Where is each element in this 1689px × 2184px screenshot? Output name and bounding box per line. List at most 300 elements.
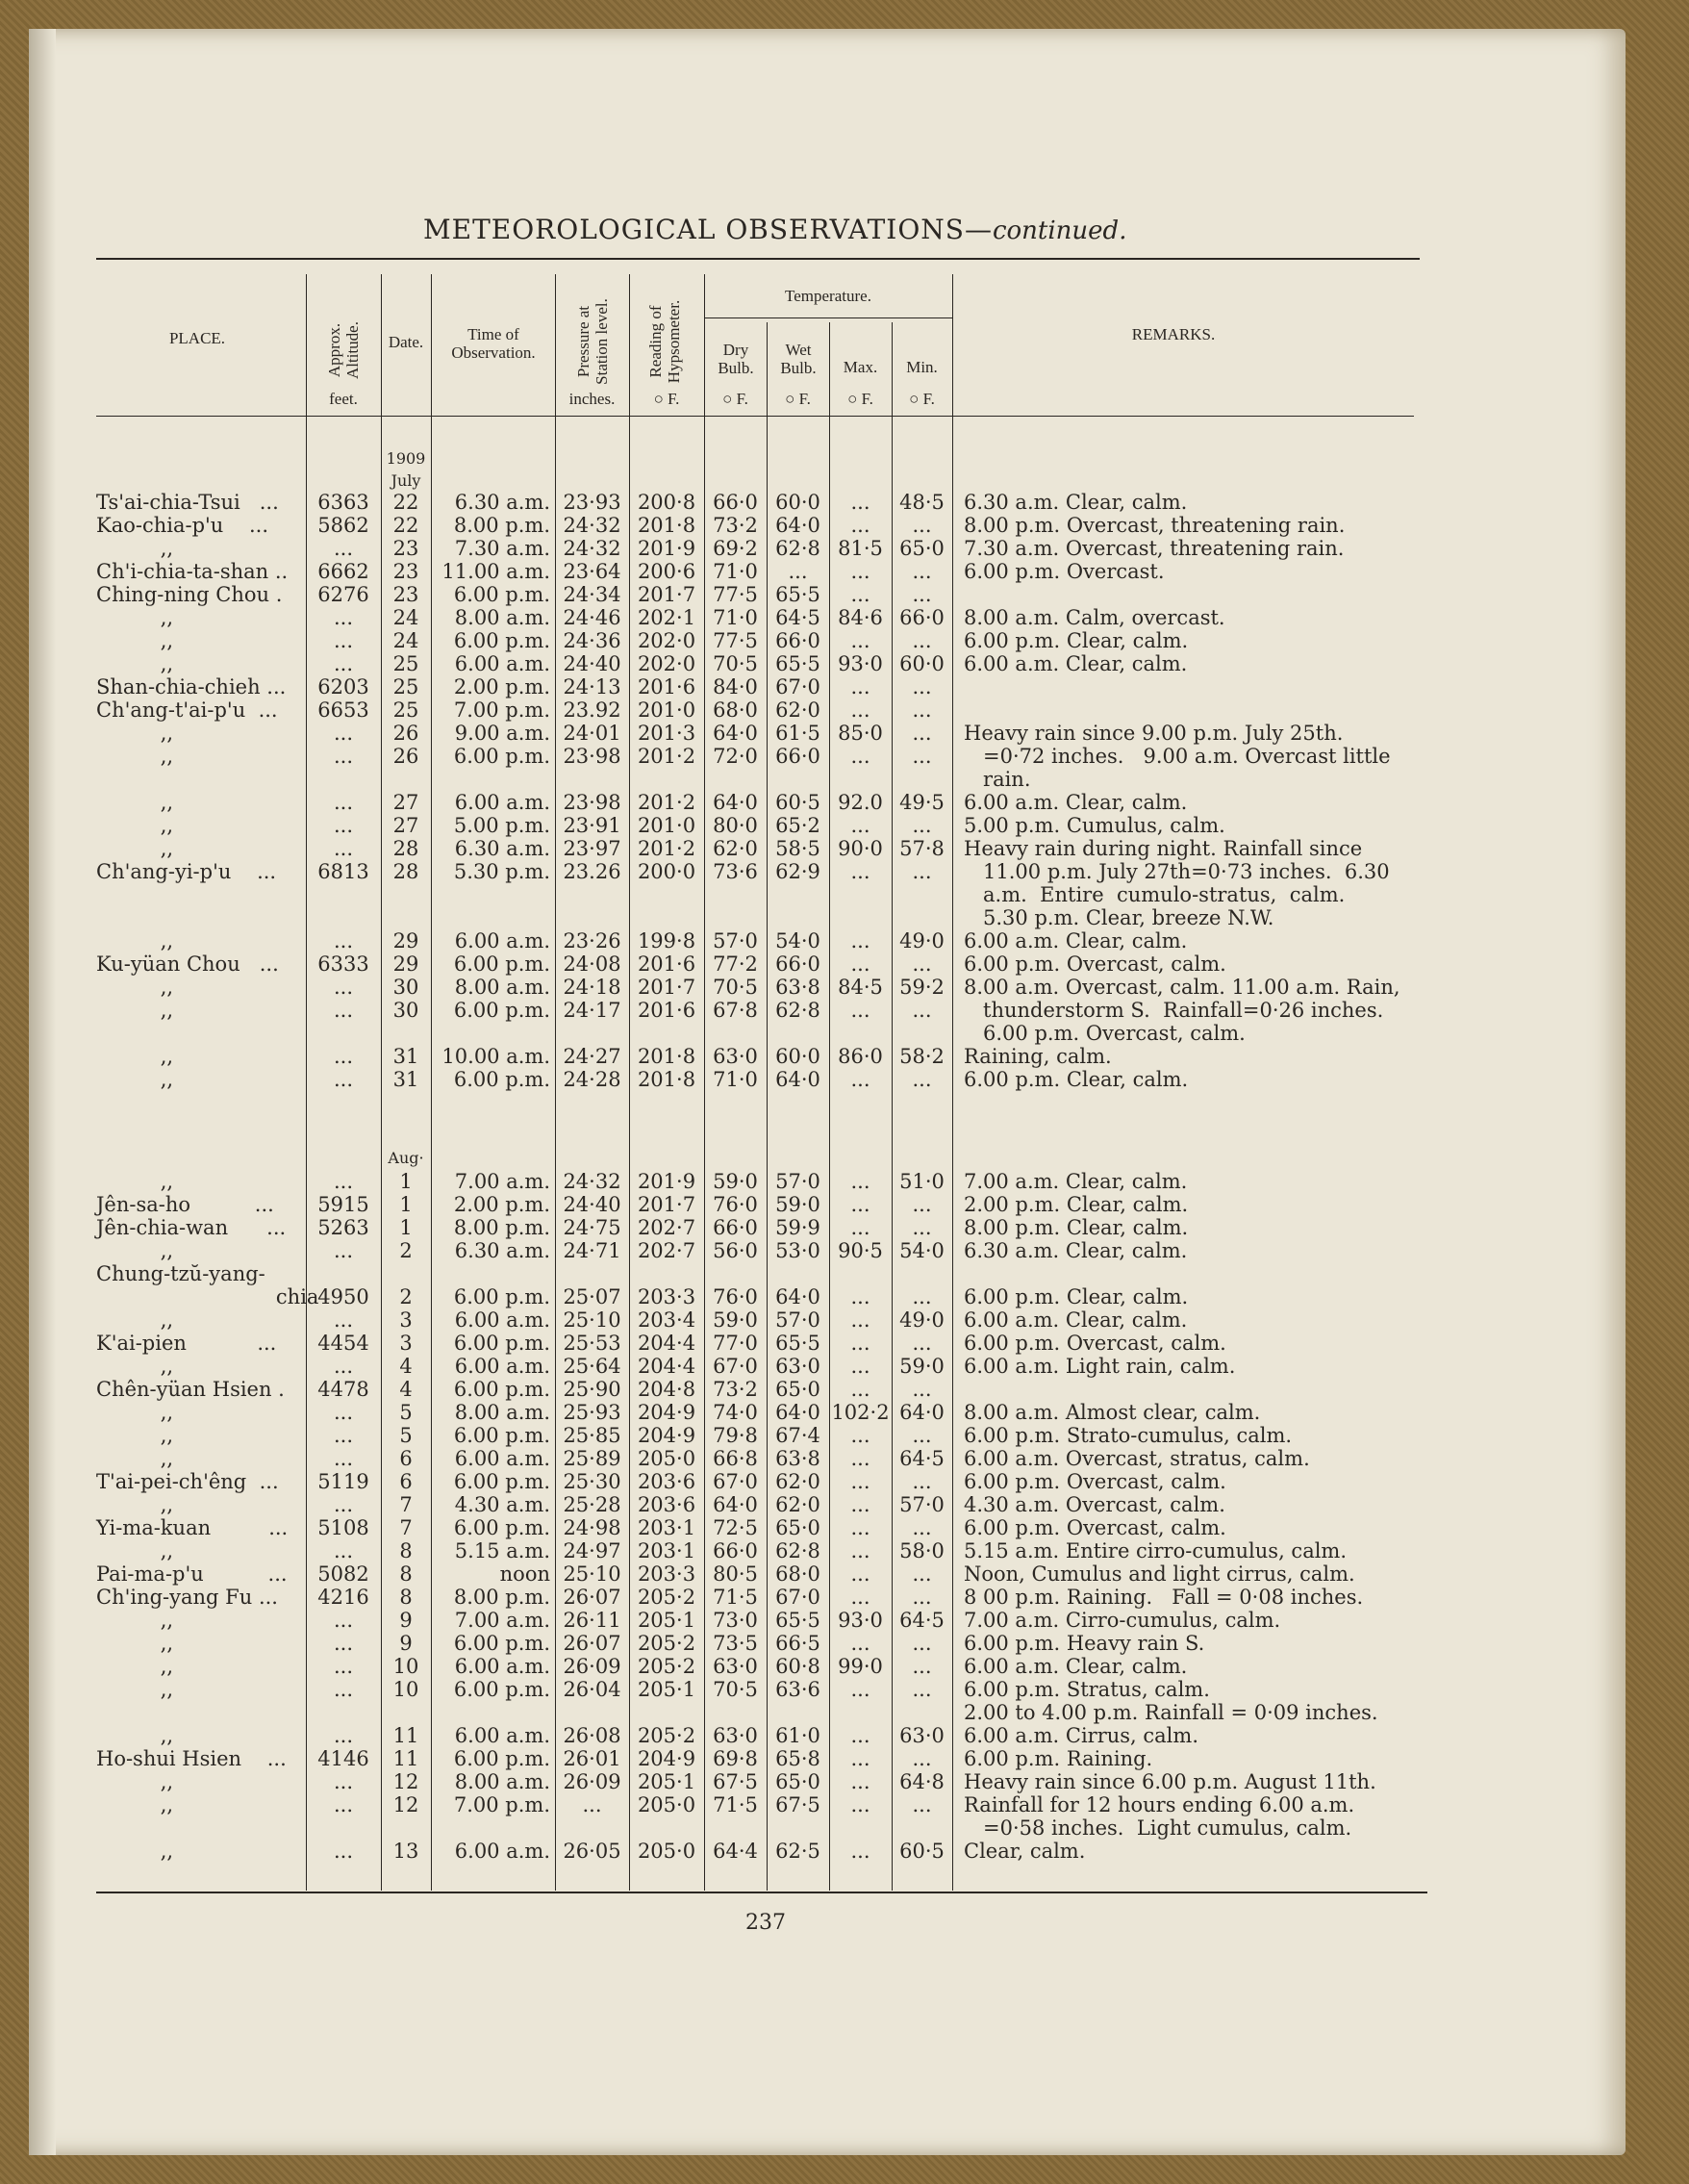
title-main: METEOROLOGICAL OBSERVATIONS— (423, 214, 993, 245)
cell-press: 25·30 (563, 1470, 621, 1493)
cell-press: 23.92 (563, 698, 621, 722)
cell-max: 84·5 (838, 976, 883, 999)
cell-date: 5 (399, 1401, 413, 1424)
cell-min: ... (912, 1068, 932, 1091)
cell-date: 8 (399, 1562, 413, 1586)
header-wet-bulb: Wet Bulb. (780, 341, 817, 377)
cell-place: Jên-chia-wan ... (96, 1216, 287, 1239)
cell-date: 22 (392, 491, 419, 514)
cell-place: ,, (96, 1424, 174, 1447)
cell-time: 7.00 a.m. (454, 1170, 550, 1193)
cell-wet: 65·5 (775, 1609, 820, 1632)
cell-rem: Rainfall for 12 hours ending 6.00 a.m. (964, 1793, 1355, 1816)
cell-alt: 5082 (317, 1562, 369, 1586)
cell-wet: 62·0 (775, 1493, 820, 1516)
cell-max: ... (850, 1068, 870, 1091)
cell-rem: Heavy rain during night. Rainfall since (964, 837, 1363, 860)
cell-min: 54·0 (899, 1239, 945, 1262)
cell-place: ,, (96, 1724, 174, 1747)
cell-max: ... (850, 1747, 870, 1770)
header-max: Max. (843, 358, 878, 376)
cell-rem: 4.30 a.m. Overcast, calm. (964, 1493, 1225, 1516)
unit-wet: ○ F. (785, 390, 811, 408)
cell-hyp: 201·7 (637, 976, 696, 999)
cell-max: 92.0 (838, 791, 883, 814)
cell-press: 25·53 (563, 1332, 621, 1355)
cell-press: 23·26 (563, 929, 621, 952)
unit-hypsometer: ○ F. (653, 390, 680, 408)
cell-dry: 57·0 (713, 929, 758, 952)
cell-alt: ... (333, 976, 354, 999)
cell-wet: 62·8 (775, 999, 820, 1022)
cell-rem: Heavy rain since 9.00 p.m. July 25th. (964, 722, 1344, 745)
cell-rem: 6.00 p.m. Overcast, calm. (964, 952, 1226, 976)
cell-place: ,, (96, 1493, 174, 1516)
table-top-rule (96, 258, 1420, 260)
cell-rem: Noon, Cumulus and light cirrus, calm. (964, 1562, 1355, 1586)
header-bottom-rule (96, 416, 1414, 417)
cell-time: 8.00 a.m. (454, 1770, 550, 1793)
cell-min: 49·0 (899, 929, 945, 952)
cell-wet: 65·5 (775, 652, 820, 675)
cell-time: 6.00 p.m. (453, 1632, 550, 1655)
cell-dry: 72·5 (713, 1516, 758, 1539)
cell-min: 64·5 (899, 1447, 945, 1470)
unit-min: ○ F. (909, 390, 935, 408)
cell-time: 6.00 a.m. (454, 1655, 550, 1678)
cell-dry: 64·0 (713, 1493, 758, 1516)
cell-dry: 64·0 (713, 722, 758, 745)
cell-min: ... (912, 514, 932, 537)
cell-date: 11 (392, 1747, 419, 1770)
cell-hyp: 201·7 (637, 1193, 696, 1216)
cell-max: 99·0 (838, 1655, 883, 1678)
cell-alt: ... (333, 999, 354, 1022)
cell-time: 6.00 p.m. (453, 952, 550, 976)
cell-min: ... (912, 1632, 932, 1655)
cell-alt: 5862 (317, 514, 369, 537)
cell-min: ... (912, 583, 932, 606)
cell-max: 93·0 (838, 1609, 883, 1632)
cell-place: ,, (96, 1170, 174, 1193)
cell-wet: 57·0 (775, 1308, 820, 1332)
cell-press: 24·18 (563, 976, 621, 999)
cell-alt: ... (333, 1632, 354, 1655)
cell-hyp: 201·2 (637, 837, 696, 860)
cell-time: 6.00 a.m. (454, 1308, 550, 1332)
cell-alt: ... (333, 1678, 354, 1701)
cell-place: ,, (96, 722, 174, 745)
cell-rem: 6.00 p.m. Clear, calm. (964, 1068, 1189, 1091)
unit-dry: ○ F. (722, 390, 748, 408)
cell-place: Jên-sa-ho ... (96, 1193, 274, 1216)
cell-date: 6 (399, 1470, 413, 1493)
cell-min: ... (912, 1516, 932, 1539)
cell-date: 8 (399, 1586, 413, 1609)
header-date: Date. (388, 333, 424, 351)
cell-max: ... (850, 1308, 870, 1332)
cell-press: 24·28 (563, 1068, 621, 1091)
cell-max: ... (850, 1562, 870, 1586)
cell-dry: 70·5 (713, 652, 758, 675)
cell-hyp: 201·9 (637, 537, 696, 560)
cell-hyp: 205·0 (637, 1793, 696, 1816)
cell-alt: 4454 (317, 1332, 369, 1355)
header-dry-bulb: Dry Bulb. (718, 341, 754, 377)
cell-time: 8.00 a.m. (454, 976, 550, 999)
cell-press: 24·34 (563, 583, 621, 606)
cell-time: 5.30 p.m. (453, 860, 550, 883)
cell-alt: ... (333, 1493, 354, 1516)
cell-rem: 5.00 p.m. Cumulus, calm. (964, 814, 1225, 837)
cell-place: Shan-chia-chieh ... (96, 675, 287, 698)
cell-min: ... (912, 1562, 932, 1586)
cell-press: 24·13 (563, 675, 621, 698)
cell-min: ... (912, 629, 932, 652)
cell-date: 11 (392, 1724, 419, 1747)
cell-date: 30 (392, 976, 419, 999)
cell-hyp: 201·3 (637, 722, 696, 745)
cell-alt: 5119 (317, 1470, 369, 1493)
cell-wet: 58·5 (775, 837, 820, 860)
cell-min: 48·5 (899, 491, 945, 514)
cell-alt: 6363 (317, 491, 369, 514)
cell-press: 26·01 (563, 1747, 621, 1770)
cell-alt: 5915 (317, 1193, 369, 1216)
cell-date: 9 (399, 1632, 413, 1655)
cell-max: ... (850, 1470, 870, 1493)
cell-date: 6 (399, 1447, 413, 1470)
cell-wet: 60·8 (775, 1655, 820, 1678)
cell-press: 24·36 (563, 629, 621, 652)
cell-wet: 63·6 (775, 1678, 820, 1701)
cell-date: 30 (392, 999, 419, 1022)
cell-hyp: 201·0 (637, 814, 696, 837)
cell-press: 26·07 (563, 1586, 621, 1609)
cell-date: 1 (399, 1193, 413, 1216)
cell-hyp: 201·9 (637, 1170, 696, 1193)
cell-press: 24·40 (563, 652, 621, 675)
cell-rem: 6.00 p.m. Overcast, calm. (964, 1516, 1226, 1539)
cell-wet: 53·0 (775, 1239, 820, 1262)
cell-max: ... (850, 745, 870, 768)
cell-max: ... (850, 1378, 870, 1401)
cell-min: ... (912, 1747, 932, 1770)
cell-date: 25 (392, 675, 419, 698)
cell-time: 6.00 p.m. (453, 1285, 550, 1308)
cell-max: ... (850, 1724, 870, 1747)
cell-date: 7 (399, 1516, 413, 1539)
cell-alt: ... (333, 1045, 354, 1068)
cell-min: ... (912, 1332, 932, 1355)
cell-dry: 68·0 (713, 698, 758, 722)
cell-alt: ... (333, 1170, 354, 1193)
cell-max: ... (850, 1770, 870, 1793)
cell-alt: ... (333, 1793, 354, 1816)
cell-place: ,, (96, 837, 174, 860)
cell-time: 9.00 a.m. (454, 722, 550, 745)
cell-rem: 2.00 to 4.00 p.m. Rainfall = 0·09 inches. (964, 1701, 1378, 1724)
cell-time: 6.00 a.m. (454, 929, 550, 952)
cell-min: 57·8 (899, 837, 945, 860)
cell-wet: 67·0 (775, 1586, 820, 1609)
cell-time: 6.00 p.m. (453, 1470, 550, 1493)
cell-min: ... (912, 1470, 932, 1493)
cell-place: Chên-yüan Hsien . (96, 1378, 285, 1401)
cell-dry: 72·0 (713, 745, 758, 768)
cell-max: ... (850, 675, 870, 698)
cell-press: 23·93 (563, 491, 621, 514)
cell-time: 7.00 p.m. (453, 698, 550, 722)
cell-press: 26·09 (563, 1770, 621, 1793)
cell-hyp: 201·7 (637, 583, 696, 606)
cell-time: 6.00 p.m. (453, 583, 550, 606)
cell-time: 6.00 p.m. (453, 1068, 550, 1091)
cell-hyp: 205·2 (637, 1586, 696, 1609)
cell-hyp: 205·1 (637, 1609, 696, 1632)
cell-dry: 71·0 (713, 560, 758, 583)
cell-place: Ching-ning Chou . (96, 583, 283, 606)
cell-press: 24·40 (563, 1193, 621, 1216)
cell-max: 84·6 (838, 606, 883, 629)
cell-alt: 5108 (317, 1516, 369, 1539)
cell-hyp: 204·8 (637, 1378, 696, 1401)
cell-wet: 62·5 (775, 1840, 820, 1863)
cell-date: 28 (392, 860, 419, 883)
cell-hyp: 203·6 (637, 1493, 696, 1516)
cell-min: 64·5 (899, 1609, 945, 1632)
cell-hyp: 203·4 (637, 1308, 696, 1332)
cell-time: 2.00 p.m. (453, 1193, 550, 1216)
cell-wet: 65·0 (775, 1378, 820, 1401)
cell-dry: 66·0 (713, 1216, 758, 1239)
cell-date: 3 (399, 1332, 413, 1355)
cell-dry: 77·5 (713, 629, 758, 652)
cell-min: ... (912, 1793, 932, 1816)
cell-max: ... (850, 1355, 870, 1378)
cell-date: 26 (392, 745, 419, 768)
cell-min: ... (912, 745, 932, 768)
cell-min: ... (912, 1216, 932, 1239)
cell-dry: 69·2 (713, 537, 758, 560)
cell-hyp: 201·2 (637, 745, 696, 768)
cell-time: 6.00 a.m. (454, 791, 550, 814)
cell-max: ... (850, 1793, 870, 1816)
cell-time: 6.30 a.m. (454, 1239, 550, 1262)
cell-max: 90·5 (838, 1239, 883, 1262)
cell-place: Kao-chia-p'u ... (96, 514, 269, 537)
cell-time: 6.00 p.m. (453, 1516, 550, 1539)
cell-alt: 6813 (317, 860, 369, 883)
cell-rem: 6.00 p.m. Overcast, calm. (964, 1332, 1226, 1355)
cell-wet: 59·9 (775, 1216, 820, 1239)
cell-place: ,, (96, 606, 174, 629)
cell-place: ,, (96, 1308, 174, 1332)
cell-place: ,, (96, 745, 174, 768)
cell-hyp: 205·0 (637, 1840, 696, 1863)
cell-rem: 6.00 a.m. Clear, calm. (964, 652, 1188, 675)
cell-hyp: 201·6 (637, 999, 696, 1022)
cell-date: 3 (399, 1308, 413, 1332)
cell-rem: 6.00 a.m. Cirrus, calm. (964, 1724, 1198, 1747)
cell-wet: 59·0 (775, 1193, 820, 1216)
cell-date: 2 (399, 1285, 413, 1308)
cell-date: 22 (392, 514, 419, 537)
cell-rem: 6.00 p.m. Stratus, calm. (964, 1678, 1210, 1701)
cell-press: 23.26 (563, 860, 621, 883)
cell-place: Ku-yüan Chou ... (96, 952, 279, 976)
cell-wet: 65·5 (775, 1332, 820, 1355)
cell-hyp: 205·2 (637, 1724, 696, 1747)
cell-min: 66·0 (899, 606, 945, 629)
cell-rem: 6.00 a.m. Clear, calm. (964, 929, 1188, 952)
cell-min: ... (912, 1655, 932, 1678)
cell-time: 11.00 a.m. (441, 560, 550, 583)
cell-rem: 6.00 a.m. Clear, calm. (964, 1308, 1188, 1332)
cell-press: 24·32 (563, 1170, 621, 1193)
cell-alt: 6203 (317, 675, 369, 698)
cell-dry: 76·0 (713, 1285, 758, 1308)
cell-date: 27 (392, 791, 419, 814)
cell-press: 25·10 (563, 1562, 621, 1586)
cell-alt: ... (333, 1308, 354, 1332)
header-temperature: Temperature. (785, 287, 871, 305)
cell-hyp: 201·8 (637, 514, 696, 537)
cell-max: 86·0 (838, 1045, 883, 1068)
cell-press: ... (582, 1793, 602, 1816)
cell-place: Ch'i-chia-ta-shan .. (96, 560, 289, 583)
cell-dry: 66·0 (713, 491, 758, 514)
cell-alt: ... (333, 1609, 354, 1632)
cell-place: ,, (96, 1632, 174, 1655)
cell-rem: 6.00 a.m. Clear, calm. (964, 1655, 1188, 1678)
cell-max: ... (850, 1632, 870, 1655)
cell-rem: 6.00 p.m. Clear, calm. (964, 1285, 1189, 1308)
cell-press: 25·90 (563, 1378, 621, 1401)
cell-place: Pai-ma-p'u ... (96, 1562, 288, 1586)
cell-press: 24·32 (563, 514, 621, 537)
cell-time: 6.00 p.m. (453, 1678, 550, 1701)
cell-press: 26·08 (563, 1724, 621, 1747)
cell-dry: 63·0 (713, 1045, 758, 1068)
cell-alt: ... (333, 1447, 354, 1470)
cell-place: ,, (96, 1068, 174, 1091)
cell-alt: ... (333, 1770, 354, 1793)
cell-place: ,, (96, 537, 174, 560)
cell-wet: 68·0 (775, 1562, 820, 1586)
cell-dry: 74·0 (713, 1401, 758, 1424)
cell-time: 8.00 p.m. (453, 514, 550, 537)
cell-max: ... (850, 1285, 870, 1308)
cell-date: 31 (392, 1045, 419, 1068)
cell-min: ... (912, 560, 932, 583)
cell-min: 49·0 (899, 1308, 945, 1332)
temperature-header-rule (704, 317, 952, 318)
cell-time: 6.00 p.m. (453, 1747, 550, 1770)
cell-min: ... (912, 1586, 932, 1609)
cell-dry: 67·0 (713, 1355, 758, 1378)
cell-wet: 62·8 (775, 537, 820, 560)
cell-max: ... (850, 514, 870, 537)
cell-rem: 5.15 a.m. Entire cirro-cumulus, calm. (964, 1539, 1348, 1562)
cell-date: 1 (399, 1170, 413, 1193)
header-min: Min. (906, 358, 938, 376)
cell-date: 23 (392, 537, 419, 560)
cell-rem: =0·58 inches. Light cumulus, calm. (964, 1816, 1352, 1840)
cell-dry: 70·5 (713, 1678, 758, 1701)
cell-time: 10.00 a.m. (441, 1045, 550, 1068)
cell-max: ... (850, 1216, 870, 1239)
cell-alt: ... (333, 1655, 354, 1678)
cell-wet: 65·0 (775, 1770, 820, 1793)
cell-min: 58·2 (899, 1045, 945, 1068)
cell-dry: 64·0 (713, 791, 758, 814)
cell-date: 26 (392, 722, 419, 745)
cell-alt: 6333 (317, 952, 369, 976)
cell-alt: 6662 (317, 560, 369, 583)
cell-time: 2.00 p.m. (453, 675, 550, 698)
column-rule (952, 274, 953, 1891)
cell-time: 6.00 p.m. (453, 1332, 550, 1355)
cell-min: 64·8 (899, 1770, 945, 1793)
cell-dry: 80·0 (713, 814, 758, 837)
cell-wet: 67·0 (775, 675, 820, 698)
cell-dry: 79·8 (713, 1424, 758, 1447)
cell-alt: 5263 (317, 1216, 369, 1239)
cell-dry: 66·0 (713, 1539, 758, 1562)
cell-wet: 64·0 (775, 1068, 820, 1091)
cell-place: ,, (96, 1840, 174, 1863)
cell-press: 24·01 (563, 722, 621, 745)
cell-date: July (391, 471, 421, 490)
cell-time: 6.00 a.m. (454, 1840, 550, 1863)
cell-hyp: 201·6 (637, 952, 696, 976)
cell-place: ,, (96, 1770, 174, 1793)
cell-hyp: 201·2 (637, 791, 696, 814)
cell-min: ... (912, 999, 932, 1022)
cell-max: ... (850, 999, 870, 1022)
cell-dry: 69·8 (713, 1747, 758, 1770)
cell-rem: 8.00 p.m. Overcast, threatening rain. (964, 514, 1346, 537)
cell-wet: 54·0 (775, 929, 820, 952)
cell-press: 24·71 (563, 1239, 621, 1262)
title-continued: continued. (992, 216, 1127, 245)
unit-max: ○ F. (847, 390, 873, 408)
cell-rem: 7.00 a.m. Clear, calm. (964, 1170, 1188, 1193)
cell-min: 63·0 (899, 1724, 945, 1747)
cell-time: 6.30 a.m. (454, 837, 550, 860)
cell-rem: a.m. Entire cumulo-stratus, calm. (964, 883, 1346, 906)
cell-alt: ... (333, 1840, 354, 1863)
cell-wet: 63·8 (775, 1447, 820, 1470)
cell-date: 24 (392, 629, 419, 652)
cell-hyp: 202·0 (637, 652, 696, 675)
cell-time: 6.00 p.m. (453, 745, 550, 768)
cell-alt: ... (333, 791, 354, 814)
cell-max: ... (850, 629, 870, 652)
cell-date: 1909 (386, 449, 426, 468)
cell-rem: rain. (964, 768, 1031, 791)
cell-rem: 6.00 p.m. Strato-cumulus, calm. (964, 1424, 1293, 1447)
cell-place: ,, (96, 652, 174, 675)
cell-press: 24·97 (563, 1539, 621, 1562)
cell-rem: =0·72 inches. 9.00 a.m. Overcast little (964, 745, 1391, 768)
cell-time: 7.00 p.m. (453, 1793, 550, 1816)
cell-max: ... (850, 1170, 870, 1193)
cell-max: ... (850, 952, 870, 976)
cell-max: ... (850, 1539, 870, 1562)
cell-press: 24·75 (563, 1216, 621, 1239)
